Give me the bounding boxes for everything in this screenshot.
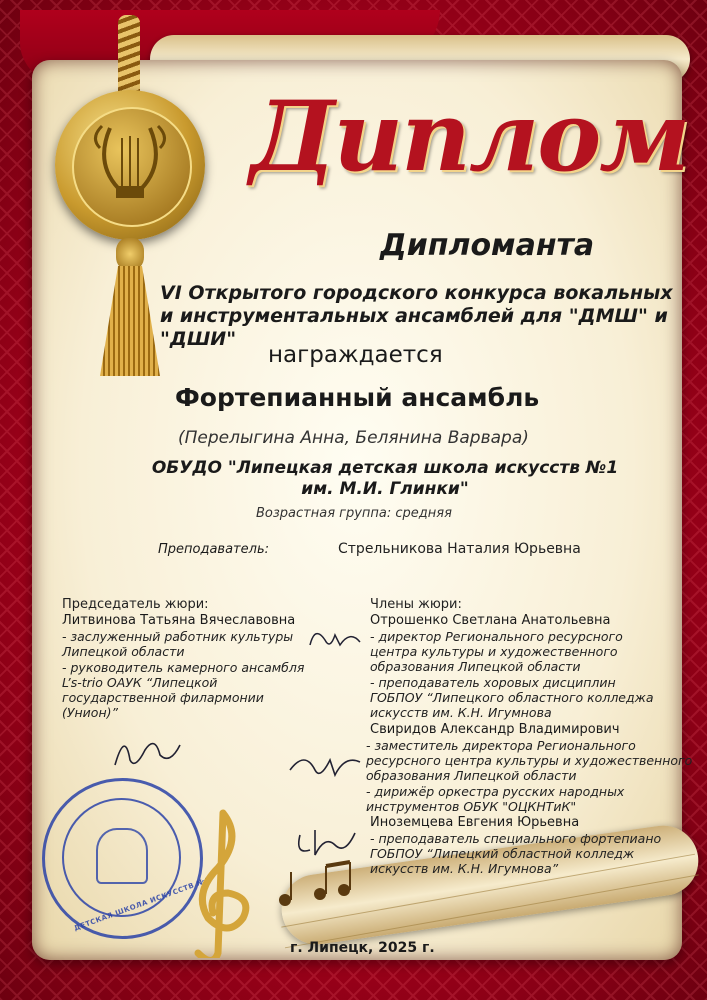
jury-member-3-name: Иноземцева Евгения Юрьевна [370,815,580,830]
ensemble-name: Фортепианный ансамбль [175,383,540,412]
jury-member-1-name: Отрошенко Светлана Анатольевна [370,613,611,628]
jury-chair-role-2: - руководитель камерного ансамбля L’s-trio ОАУК “Липецкой государственной филармонии (Унион)” [62,660,305,720]
jury-member-2-name: Свиридов Александр Владимирович [370,722,620,737]
ensemble-members: (Перелыгина Анна, Белянина Варвара) [178,428,529,448]
jury-member-3-role-1: - преподаватель специального фортепиано ГОБПОУ “Липецкий областной колледж искусств им. К.Н. Игумнова” [370,831,662,876]
stamp-tree-emblem-icon [96,828,148,884]
school-name [150,458,620,500]
awarded-text: награждается [268,342,443,368]
jury-member-2-role-1: - заместитель директора Регионального ресурсного центра культуры и художественного образования Липецкой области [366,738,693,783]
age-group: Возрастная группа: средняя [256,506,452,521]
jury-member-1-role-1: - директор Регионального ресурсного центра культуры и художественного образования Липецкой области [370,629,623,674]
signature-1-icon [305,620,365,660]
treble-clef-icon [168,808,268,958]
music-notes-icon [270,860,380,920]
jury-member-1-role-2: - преподаватель хоровых дисциплин ГОБПОУ “Липецкого областного колледжа искусств им. К.Н. Игумнова [370,675,654,720]
diploma-subtitle: Дипломанта [380,228,595,263]
school-line-1: ОБУДО "Липецкая детская школа искусств №1 [151,458,619,478]
jury-chair-role-1: - заслуженный работник культуры Липецкой области [62,629,294,659]
lyre-icon [90,118,170,210]
signature-2-icon [105,725,185,775]
contest-name: VI Открытого городского конкурса вокальных и инструментальных ансамблей для "ДМШ" и "ДШИ" [160,282,673,350]
school-line-2: им. М.И. Глинки" [301,479,469,499]
jury-member-2-role-2: - дирижёр оркестра русских народных инструментов ОБУК "ОЦКНТиК" [366,784,625,814]
stamp-text: ДЕТСКАЯ ШКОЛА ИСКУССТВ №1 [72,875,212,933]
teacher-label: Преподаватель: [158,542,269,557]
signature-4-icon [290,815,365,865]
jury-chair-label: Председатель жюри: [62,597,209,612]
teacher-name: Стрельникова Наталия Юрьевна [338,541,581,557]
place-and-year: г. Липецк, 2025 г. [290,940,435,956]
tassel-knot [116,238,144,270]
jury-members-label: Члены жюри: [370,597,462,612]
signature-3-icon [285,740,365,785]
jury-chair-name: Литвинова Татьяна Вячеславовна [62,613,296,628]
diploma-title: Диплом [250,80,689,193]
